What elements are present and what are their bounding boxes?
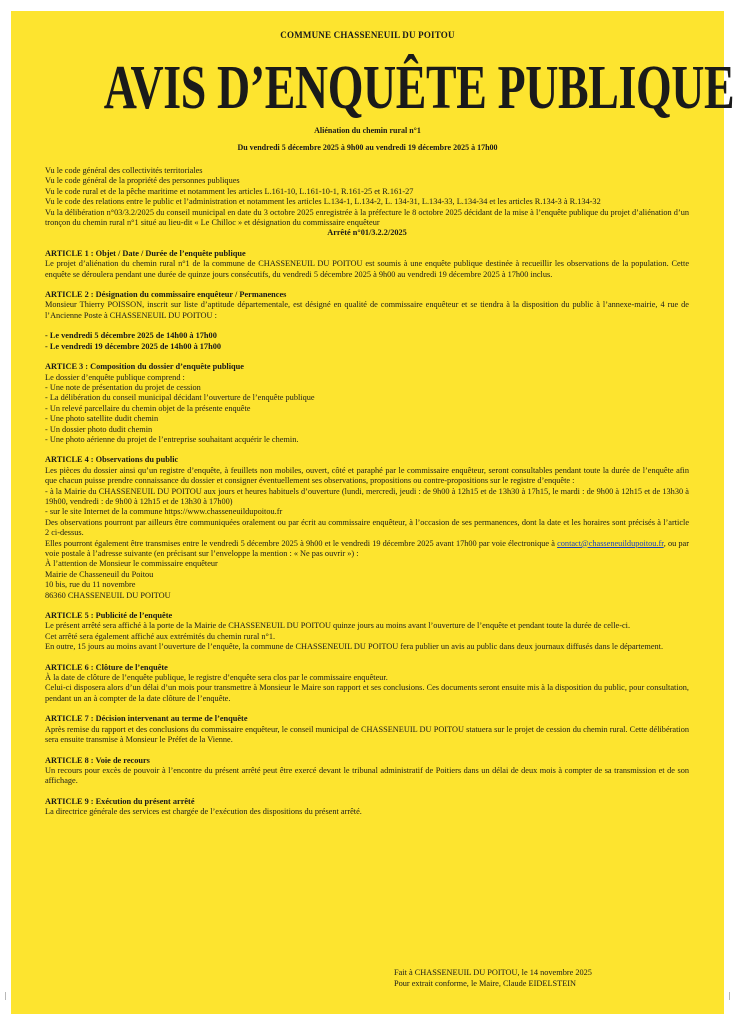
article-text: Monsieur Thierry POISSON, inscrit sur liste d’aptitude départementale, est désigné en qualité de commissaire enquêteur et se tiendra à la disposition du public à l’annexe-mairie, 4 rue de l’Ancienne Poste à CHASSENEUIL DU POITOU : (45, 300, 689, 320)
commune-name: COMMUNE CHASSENEUIL DU POITOU (280, 30, 455, 40)
article-8 (45, 756, 689, 787)
article-title: ARTICE 3 : Composition du dossier d’enquête publique (45, 362, 244, 372)
article-3 (45, 362, 689, 445)
crop-mark (5, 992, 6, 1000)
notice-body (45, 166, 689, 818)
permanence-date: - Le vendredi 5 décembre 2025 de 14h00 à 17h00 (45, 331, 217, 341)
article-text: Après remise du rapport et des conclusions du commissaire enquêteur, le conseil municipal de CHASSENEUIL DU POITOU statuera sur le projet de cession du chemin rural. Cette délibération sera ensuite transmise à Monsieur le Préfet de la Vienne. (45, 724, 689, 745)
article-text: Le dossier d’enquête publique comprend : (45, 372, 185, 382)
list-item: - Un relevé parcellaire du chemin objet de la présente enquête (45, 403, 251, 413)
preamble-line: Vu le code général de la propriété des personnes publiques (45, 176, 240, 186)
list-item: - Un dossier photo dudit chemin (45, 424, 153, 434)
article-title: ARTICLE 6 : Clôture de l’enquête (45, 662, 168, 672)
preamble-line: Vu le code général des collectivités territoriales (45, 166, 203, 175)
article-title: ARTICLE 9 : Exécution du présent arrêté (45, 796, 195, 806)
preamble-line: Vu la délibération n°03/3.2/2025 du conseil municipal en date du 3 octobre 2025 enregistrée à la préfecture le 8 octobre 2025 décidant de la mise à l’enquête publique du projet d’aliénation d’un tronçon du chemin rural n°1 situé au lieu-dit « Le Chilloc » et désignation du commissaire enquêteur (45, 207, 689, 228)
article-4 (45, 455, 689, 601)
article-title: ARTICLE 1 : Objet / Date / Durée de l’enquête publique (45, 248, 246, 258)
preamble-line: Vu le code des relations entre le public et l’administration et notamment les articles L.134-1, L.134-2, L. 134-31, L.134-33, L.134-34 et les articles R.134-3 à R.134-32 (45, 197, 601, 207)
arrete-number: Arrêté n°01/3.2.2/2025 (327, 228, 407, 238)
list-item: - Une photo satellite dudit chemin (45, 414, 159, 424)
notice-subtitle: Aliénation du chemin rural n°1 (314, 126, 421, 135)
article-title: ARTICLE 5 : Publicité de l’enquête (45, 611, 173, 621)
article-text-part: , ou par voie postale à l’adresse suivante (en précisant sur l’enveloppe la mention : « Ne pas ouvrir ») : (45, 538, 689, 558)
article-6 (45, 663, 689, 705)
address-line: 10 bis, rue du 11 novembre (45, 580, 136, 590)
article-text: À la date de clôture de l’enquête publique, le registre d’enquête sera clos par le commissaire enquêteur. (45, 673, 388, 683)
signature-block (394, 967, 592, 989)
article-text (45, 539, 689, 560)
article-text: En outre, 15 jours au moins avant l’ouverture de l’enquête, la commune de CHASSENEUIL DU POITOU fera publier un avis au public dans deux journaux diffusés dans le département. (45, 642, 664, 652)
address-line: À l’attention de Monsieur le commissaire enquêteur (45, 559, 218, 569)
article-text: Le présent arrêté sera affiché à la porte de la Mairie de CHASSENEUIL DU POITOU quinze jours au moins avant l’ouverture de l’enquête et pendant toute la durée de celle-ci. (45, 621, 631, 631)
signature-place-date: Fait à CHASSENEUIL DU POITOU, le 14 novembre 2025 (394, 968, 592, 977)
preamble-line: Vu le code rural et de la pêche maritime et notamment les articles L.161-10, L.161-10-1, R.161-25 et R.161-27 (45, 186, 414, 196)
preamble (45, 166, 689, 239)
enquiry-dates: Du vendredi 5 décembre 2025 à 9h00 au vendredi 19 décembre 2025 à 17h00 (237, 143, 498, 152)
signature-mayor: Pour extrait conforme, le Maire, Claude EIDELSTEIN (394, 979, 577, 988)
list-item: - La délibération du conseil municipal décidant l’ouverture de l’enquête publique (45, 393, 315, 403)
article-title: ARTICLE 8 : Voie de recours (45, 755, 150, 765)
list-item: - Une note de présentation du projet de cession (45, 382, 201, 392)
article-title: ARTICLE 7 : Décision intervenant au terme de l’enquête (45, 714, 248, 724)
article-title: ARTICLE 4 : Observations du public (45, 455, 179, 465)
article-text-part: Elles pourront également être transmises entre le vendredi 5 décembre 2025 à 9h00 et le vendredi 19 décembre 2025 avant 17h00 par voie électronique à (45, 538, 555, 548)
address-line: 86360 CHASSENEUIL DU POITOU (45, 590, 171, 600)
crop-mark (729, 992, 730, 1000)
article-1 (45, 249, 689, 280)
article-text: - à la Mairie du CHASSENEUIL DU POITOU aux jours et heures habituels d’ouverture (lundi, mercredi, jeudi : de 9h00 à 12h15 et de 13h30 à 17h15, le mardi : de 9h00 à 12h15 et de 13h30 à 19h00, vendredi : de 9h00 à 12h15 et de 13h30 à 17h00) (45, 486, 689, 506)
article-9 (45, 797, 689, 818)
article-title: ARTICLE 2 : Désignation du commissaire enquêteur / Permanences (45, 290, 287, 300)
contact-email-link[interactable]: contact@chasseneuildupoitou.fr (557, 538, 664, 548)
article-7 (45, 714, 689, 745)
address-line: Mairie de Chasseneuil du Poitou (45, 569, 154, 579)
article-text: Des observations pourront par ailleurs être communiquées oralement ou par écrit au commissaire enquêteur, à l’occasion de ses permanences, dont la date et les horaires sont précisés à l’article 2 ci-dessus. (45, 517, 689, 538)
page-title: AVIS D’ENQUÊTE PUBLIQUE (103, 54, 735, 122)
article-text: Les pièces du dossier ainsi qu’un registre d’enquête, à feuillets non mobiles, ouvert, côté et paraphé par le commissaire enquêteur, seront consultables pendant toute la durée de l’enquête afin que chacun puisse prendre connaissance du dossier et consigner éventuellement ses observations, propositions ou contre-propositions sur le registre d’enquête : (45, 465, 689, 486)
permanence-date: - Le vendredi 19 décembre 2025 de 14h00 à 17h00 (45, 341, 221, 351)
notice-sheet (11, 11, 735, 1014)
list-item: - Une photo aérienne du projet de l’entreprise souhaitant acquérir le chemin. (45, 434, 299, 444)
article-5 (45, 611, 689, 653)
article-text: Celui-ci disposera alors d’un délai d’un mois pour transmettre à Monsieur le Maire son rapport et ses conclusions. Ces documents seront ensuite mis à la disposition du public, pour consultation, pendant un an à compter de la date clôture de l’enquête. (45, 683, 689, 703)
article-text: Un recours pour excès de pouvoir à l’encontre du présent arrêté peut être exercé devant le tribunal administratif de Poitiers dans un délai de deux mois à compter de sa transmission et de son affichage. (45, 765, 689, 786)
article-text: Cet arrêté sera également affiché aux extrémités du chemin rural n°1. (45, 631, 276, 641)
article-text: Le projet d’aliénation du chemin rural n°1 de la commune de CHASSENEUIL DU POITOU est soumis à une enquête publique destinée à recueillir les observations de la population. Cette enquête se déroulera pendant une durée de quinze jours consécutifs, du vendredi 5 décembre 2025 à 9h00 au vendredi 19 décembre 2025 à 17h00 inclus. (45, 259, 689, 279)
article-2 (45, 290, 689, 352)
article-text: La directrice générale des services est chargée de l’exécution des dispositions du présent arrêté. (45, 807, 362, 817)
article-text: - sur le site Internet de la commune https://www.chasseneuildupoitou.fr (45, 507, 283, 517)
